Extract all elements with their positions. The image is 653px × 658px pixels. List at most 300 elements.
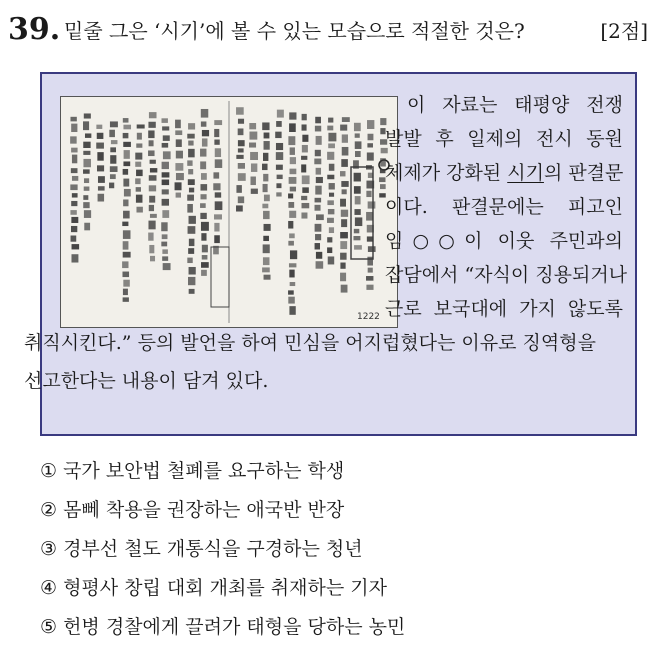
- handwriting-glyph: [189, 188, 194, 193]
- handwriting-glyph: [367, 236, 374, 241]
- handwriting-glyph: [340, 125, 347, 131]
- handwriting-glyph: [72, 193, 78, 197]
- handwriting-glyph: [328, 118, 333, 123]
- handwriting-glyph: [276, 143, 283, 150]
- handwriting-glyph: [188, 248, 194, 254]
- underlined-period-word: 시기: [507, 162, 544, 184]
- handwriting-glyph: [316, 136, 322, 145]
- handwriting-glyph: [136, 207, 142, 213]
- handwriting-glyph: [238, 140, 245, 146]
- handwriting-glyph: [315, 117, 321, 124]
- source-line-2: 발발 후 일제의 전시 동원: [385, 128, 623, 150]
- handwriting-glyph: [175, 120, 181, 129]
- handwriting-glyph: [342, 117, 350, 122]
- handwriting-glyph: [214, 214, 222, 219]
- handwriting-glyph: [327, 152, 334, 160]
- handwriting-glyph: [214, 120, 222, 125]
- handwriting-glyph: [123, 118, 129, 123]
- handwriting-glyph: [236, 155, 243, 159]
- handwriting-glyph: [288, 290, 294, 294]
- handwriting-glyph: [148, 130, 154, 138]
- handwriting-glyph: [289, 177, 297, 184]
- handwriting-glyph: [341, 285, 348, 293]
- handwriting-glyph: [290, 157, 296, 164]
- handwriting-glyph: [264, 141, 270, 150]
- handwriting-glyph: [236, 205, 243, 211]
- handwriting-glyph: [188, 149, 195, 158]
- handwriting-glyph: [263, 236, 269, 241]
- choice-4[interactable]: ④ 형평사 창립 대회 개최를 취재하는 기자: [40, 577, 387, 599]
- handwriting-glyph: [111, 140, 118, 144]
- handwriting-glyph: [288, 241, 294, 246]
- handwriting-glyph: [123, 133, 129, 138]
- handwriting-glyph: [340, 171, 345, 176]
- handwriting-glyph: [276, 165, 283, 170]
- handwriting-glyph: [201, 262, 209, 268]
- handwriting-glyph: [96, 143, 104, 149]
- handwriting-glyph: [316, 177, 323, 183]
- handwriting-glyph: [263, 244, 270, 253]
- handwriting-glyph: [161, 242, 167, 247]
- handwriting-glyph: [201, 233, 206, 241]
- handwriting-glyph: [329, 227, 334, 233]
- handwriting-glyph: [316, 168, 321, 175]
- handwriting-glyph: [110, 155, 116, 164]
- handwriting-glyph: [200, 213, 206, 219]
- handwriting-glyph: [342, 147, 349, 156]
- handwriting-glyph: [290, 282, 296, 286]
- handwriting-glyph: [366, 191, 371, 197]
- handwriting-glyph: [289, 306, 295, 315]
- handwriting-glyph: [122, 272, 129, 278]
- handwriting-glyph: [70, 210, 76, 215]
- handwriting-glyph: [277, 110, 284, 118]
- handwriting-glyph: [97, 152, 103, 161]
- handwriting-glyph: [135, 162, 141, 167]
- handwriting-glyph: [366, 181, 374, 189]
- handwriting-glyph: [162, 249, 168, 254]
- handwriting-glyph: [355, 196, 361, 204]
- handwriting-glyph: [98, 186, 105, 190]
- handwriting-glyph: [316, 261, 324, 268]
- handwriting-glyph: [188, 123, 195, 129]
- handwriting-glyph: [238, 148, 244, 152]
- handwriting-glyph: [149, 112, 157, 118]
- handwriting-glyph: [110, 121, 118, 127]
- question-stem: 밑줄 그은 ‘시기’에 볼 수 있는 모습으로 적절한 것은?: [64, 19, 525, 43]
- handwriting-glyph: [238, 196, 244, 203]
- source-line-4: 이다. 판결문에는 피고인: [385, 196, 623, 218]
- handwriting-glyph: [340, 199, 346, 207]
- handwriting-glyph: [315, 150, 321, 156]
- handwriting-glyph: [187, 160, 192, 165]
- handwriting-glyph: [315, 126, 321, 132]
- handwriting-glyph: [187, 258, 192, 263]
- handwriting-glyph: [302, 187, 309, 193]
- question-number: 39.: [8, 12, 61, 47]
- judgment-document-image: [60, 96, 398, 328]
- handwriting-glyph: [187, 195, 194, 201]
- handwriting-glyph: [275, 132, 281, 138]
- handwriting-glyph: [123, 230, 131, 239]
- handwriting-glyph: [340, 253, 346, 260]
- handwriting-glyph: [262, 122, 269, 130]
- handwriting-glyph: [137, 124, 145, 128]
- source-line-8: 취직시킨다.” 등의 발언을 하여 민심을 어지럽혔다는 이유로 징역형을: [24, 332, 596, 354]
- handwriting-glyph: [70, 117, 76, 122]
- handwriting-glyph: [263, 153, 268, 161]
- handwriting-glyph: [238, 119, 244, 124]
- handwriting-glyph: [71, 168, 78, 173]
- handwriting-glyph: [123, 125, 131, 130]
- handwriting-glyph: [301, 164, 306, 172]
- handwriting-glyph: [249, 132, 257, 140]
- handwriting-glyph: [189, 216, 196, 224]
- handwriting-glyph: [264, 275, 271, 280]
- handwriting-glyph: [163, 135, 170, 141]
- answer-choices: [40, 452, 640, 647]
- handwriting-glyph: [201, 109, 208, 118]
- choice-5[interactable]: ⑤ 헌병 경찰에게 끌려가 태형을 당하는 농민: [40, 616, 406, 638]
- handwriting-glyph: [122, 261, 128, 268]
- handwriting-glyph: [354, 186, 361, 194]
- handwriting-glyph: [340, 273, 346, 282]
- handwriting-glyph: [251, 189, 258, 194]
- handwriting-glyph: [189, 239, 195, 246]
- handwriting-glyph: [315, 198, 322, 203]
- handwriting-glyph: [302, 175, 310, 184]
- handwriting-glyph: [150, 256, 155, 261]
- handwriting-glyph: [149, 140, 154, 146]
- choice-3[interactable]: ③ 경부선 철도 개통식을 구경하는 청년: [40, 538, 363, 560]
- handwriting-glyph: [149, 185, 156, 191]
- handwriting-glyph: [301, 196, 307, 200]
- handwriting-glyph: [71, 201, 77, 206]
- handwriting-glyph: [162, 234, 168, 239]
- handwriting-glyph: [70, 184, 77, 190]
- handwriting-glyph: [355, 133, 360, 137]
- question-header: [8, 10, 648, 50]
- handwriting-glyph: [176, 173, 184, 180]
- handwriting-glyph: [302, 145, 308, 152]
- choice-1[interactable]: ① 국가 보안법 철폐를 요구하는 학생: [40, 460, 345, 482]
- handwriting-glyph: [188, 141, 193, 146]
- handwriting-glyph: [251, 177, 256, 186]
- handwriting-glyph: [367, 143, 373, 147]
- handwriting-glyph: [123, 241, 129, 249]
- handwriting-glyph: [202, 130, 209, 136]
- handwriting-glyph: [109, 130, 115, 137]
- handwriting-glyph: [290, 187, 296, 192]
- handwriting-glyph: [71, 124, 77, 132]
- handwriting-glyph: [161, 222, 167, 231]
- handwriting-glyph: [302, 124, 307, 130]
- source-line-3-head: 체제가 강화된: [385, 162, 508, 184]
- handwriting-glyph: [302, 135, 308, 142]
- handwriting-glyph: [341, 210, 348, 217]
- handwriting-glyph: [148, 221, 155, 230]
- handwriting-glyph: [215, 192, 221, 197]
- handwriting-glyph: [368, 268, 373, 273]
- handwriting-glyph: [264, 224, 271, 231]
- handwriting-glyph: [110, 166, 118, 172]
- handwriting-glyph: [250, 152, 258, 160]
- source-line-7: 근로 보국대에 가지 않도록: [385, 298, 623, 320]
- handwriting-glyph: [83, 202, 89, 208]
- handwriting-glyph: [162, 172, 170, 177]
- handwriting-glyph: [354, 173, 361, 182]
- handwriting-glyph: [262, 164, 268, 170]
- handwriting-glyph: [71, 254, 78, 262]
- handwriting-glyph: [288, 202, 294, 208]
- handwriting-glyph: [97, 133, 104, 139]
- handwriting-glyph: [201, 173, 207, 180]
- handwriting-glyph: [249, 143, 256, 148]
- handwriting-glyph: [162, 189, 169, 194]
- handwriting-glyph: [200, 149, 206, 157]
- handwriting-glyph: [83, 159, 90, 167]
- handwriting-glyph: [84, 210, 91, 218]
- handwriting-glyph: [109, 183, 114, 189]
- handwriting-glyph: [290, 250, 297, 259]
- handwriting-glyph: [123, 169, 128, 175]
- handwriting-glyph: [366, 276, 373, 281]
- handwriting-glyph: [366, 212, 373, 221]
- handwriting-glyph: [367, 152, 374, 160]
- handwriting-glyph: [110, 147, 116, 152]
- handwriting-glyph: [135, 153, 142, 160]
- handwriting-glyph: [213, 183, 220, 190]
- handwriting-glyph: [276, 183, 281, 188]
- handwriting-glyph: [162, 256, 168, 260]
- handwriting-glyph: [341, 219, 347, 227]
- handwriting-glyph: [123, 199, 128, 206]
- source-right-text: [385, 88, 628, 326]
- handwriting-glyph: [84, 113, 91, 118]
- handwriting-glyph: [289, 112, 296, 119]
- handwriting-glyph: [149, 245, 154, 253]
- handwriting-glyph: [340, 241, 347, 249]
- source-line-3-tail: 의 판결문: [543, 162, 624, 184]
- handwriting-glyph: [289, 211, 296, 218]
- handwriting-glyph: [124, 150, 130, 159]
- handwriting-glyph: [201, 222, 209, 231]
- handwriting-glyph: [276, 192, 281, 196]
- handwriting-glyph: [315, 205, 321, 211]
- handwriting-glyph: [341, 159, 348, 167]
- handwriting-glyph: [314, 159, 321, 165]
- question-points: [2점]: [600, 19, 648, 43]
- handwriting-glyph: [263, 257, 270, 265]
- handwriting-glyph: [71, 148, 77, 153]
- handwriting-glyph: [187, 134, 194, 139]
- handwriting-glyph: [327, 218, 334, 223]
- source-line-3: [385, 156, 623, 190]
- handwriting-glyph: [368, 134, 374, 141]
- handwriting-glyph: [302, 203, 310, 208]
- handwriting-glyph: [288, 136, 295, 145]
- handwriting-glyph: [215, 201, 223, 210]
- handwriting-glyph: [71, 217, 78, 223]
- handwriting-glyph: [83, 142, 90, 148]
- handwriting-glyph: [137, 133, 142, 140]
- handwriting-glyph: [72, 155, 77, 164]
- handwriting-glyph: [327, 200, 333, 205]
- handwriting-glyph: [316, 214, 324, 220]
- handwriting-glyph: [85, 133, 91, 137]
- handwriting-glyph: [123, 280, 129, 287]
- handwriting-glyph: [340, 263, 345, 269]
- handwriting-glyph: [288, 221, 293, 229]
- handwriting-glyph: [201, 270, 207, 276]
- handwriting-glyph: [236, 185, 241, 193]
- handwriting-glyph: [355, 151, 361, 157]
- handwriting-glyph: [162, 180, 169, 186]
- handwriting-glyph: [236, 107, 244, 114]
- handwriting-glyph: [84, 178, 89, 183]
- handwriting-glyph: [83, 151, 90, 155]
- handwriting-glyph: [214, 223, 219, 232]
- handwriting-glyph: [327, 237, 332, 242]
- handwriting-glyph: [200, 161, 206, 169]
- handwriting-glyph: [366, 165, 372, 169]
- handwriting-glyph: [315, 234, 321, 240]
- handwriting-glyph: [368, 201, 376, 208]
- handwriting-glyph: [329, 193, 334, 197]
- handwriting-glyph: [213, 172, 219, 178]
- handwriting-glyph: [123, 252, 131, 258]
- handwriting-glyph: [329, 183, 335, 189]
- handwriting-glyph: [302, 114, 307, 120]
- handwriting-glyph: [188, 169, 193, 174]
- handwriting-glyph: [367, 225, 374, 233]
- handwriting-glyph: [84, 186, 90, 190]
- handwriting-glyph: [289, 263, 296, 267]
- source-line-9: 선고한다는 내용이 담겨 있다.: [24, 370, 269, 392]
- handwriting-glyph: [277, 175, 283, 179]
- handwriting-glyph: [355, 141, 362, 149]
- handwriting-glyph: [162, 143, 169, 148]
- handwriting-glyph: [238, 128, 244, 135]
- handwriting-glyph: [176, 151, 183, 159]
- handwriting-glyph: [201, 121, 207, 126]
- handwriting-glyph: [289, 233, 295, 238]
- handwriting-glyph: [214, 140, 219, 145]
- handwriting-glyph: [123, 179, 129, 187]
- handwriting-glyph: [150, 214, 157, 218]
- handwriting-glyph: [98, 194, 105, 202]
- handwriting-glyph: [264, 195, 270, 202]
- handwriting-glyph: [162, 199, 169, 206]
- handwriting-glyph: [71, 236, 77, 242]
- handwriting-glyph: [176, 193, 181, 198]
- handwriting-glyph: [263, 211, 270, 219]
- handwriting-glyph: [366, 285, 373, 290]
- handwriting-glyph: [202, 255, 208, 260]
- handwriting-glyph: [149, 196, 155, 203]
- handwriting-glyph: [327, 175, 334, 180]
- handwriting-glyph: [367, 120, 374, 129]
- handwriting-glyph: [328, 209, 335, 214]
- handwriting-glyph: [301, 212, 307, 218]
- handwriting-glyph: [123, 161, 130, 166]
- handwriting-glyph: [327, 247, 332, 253]
- handwriting-glyph: [264, 133, 270, 139]
- handwriting-glyph: [122, 222, 128, 226]
- handwriting-glyph: [189, 289, 195, 294]
- handwriting-glyph: [354, 245, 362, 250]
- handwriting-glyph: [289, 270, 294, 278]
- handwriting-glyph: [162, 210, 169, 218]
- handwriting-glyph: [353, 236, 360, 240]
- handwriting-glyph: [187, 204, 193, 213]
- handwriting-glyph: [342, 134, 348, 142]
- handwriting-glyph: [72, 244, 80, 249]
- handwriting-glyph: [341, 181, 348, 187]
- handwriting-glyph: [176, 139, 182, 147]
- handwriting-glyph: [188, 226, 196, 234]
- handwriting-glyph: [276, 121, 282, 127]
- handwriting-glyph: [315, 186, 321, 195]
- handwriting-glyph: [83, 121, 89, 130]
- handwriting-glyph: [289, 123, 296, 132]
- handwriting-glyph: [353, 160, 359, 168]
- handwriting-glyph: [70, 136, 76, 143]
- handwriting-glyph: [276, 152, 283, 160]
- handwriting-glyph: [368, 246, 376, 252]
- handwriting-glyph: [316, 252, 322, 259]
- handwriting-glyph: [136, 195, 143, 203]
- handwriting-glyph: [315, 224, 322, 232]
- choice-2[interactable]: ② 몸뻬 착용을 권장하는 애국반 반장: [40, 499, 345, 521]
- handwriting-glyph: [200, 194, 206, 199]
- handwriting-glyph: [162, 162, 169, 169]
- handwriting-glyph: [262, 267, 270, 272]
- handwriting-glyph: [136, 187, 141, 192]
- handwriting-glyph: [150, 168, 157, 172]
- handwriting-glyph: [123, 289, 128, 295]
- handwriting-glyph: [290, 169, 297, 175]
- handwriting-glyph: [123, 142, 131, 147]
- handwriting-glyph: [215, 159, 222, 168]
- handwriting-glyph: [354, 229, 359, 233]
- handwriting-glyph: [163, 263, 171, 270]
- handwriting-glyph: [188, 179, 195, 185]
- handwriting-glyph: [148, 122, 155, 128]
- handwriting-glyph: [162, 126, 169, 130]
- handwriting-glyph: [238, 173, 246, 181]
- handwriting-glyph: [263, 174, 268, 182]
- handwriting-glyph: [355, 217, 362, 226]
- handwriting-glyph: [188, 277, 195, 285]
- handwriting-glyph: [288, 193, 293, 198]
- handwriting-glyph: [327, 126, 333, 131]
- handwriting-glyph: [202, 245, 208, 253]
- handwriting-glyph: [368, 173, 373, 178]
- source-line-6: 잡담에서 “자식이 징용되거나: [385, 264, 628, 286]
- handwriting-glyph: [175, 163, 183, 171]
- handwriting-glyph: [354, 123, 361, 131]
- source-line-1: 이 자료는 태평양 전쟁: [407, 94, 623, 116]
- handwriting-glyph: [71, 226, 77, 232]
- handwriting-glyph: [249, 123, 256, 129]
- handwriting-glyph: [175, 130, 182, 135]
- handwriting-glyph: [110, 174, 116, 179]
- handwriting-glyph: [97, 165, 104, 171]
- handwriting-glyph: [123, 211, 130, 219]
- image-stamp-number: 1222: [357, 312, 380, 322]
- handwriting-glyph: [202, 138, 208, 146]
